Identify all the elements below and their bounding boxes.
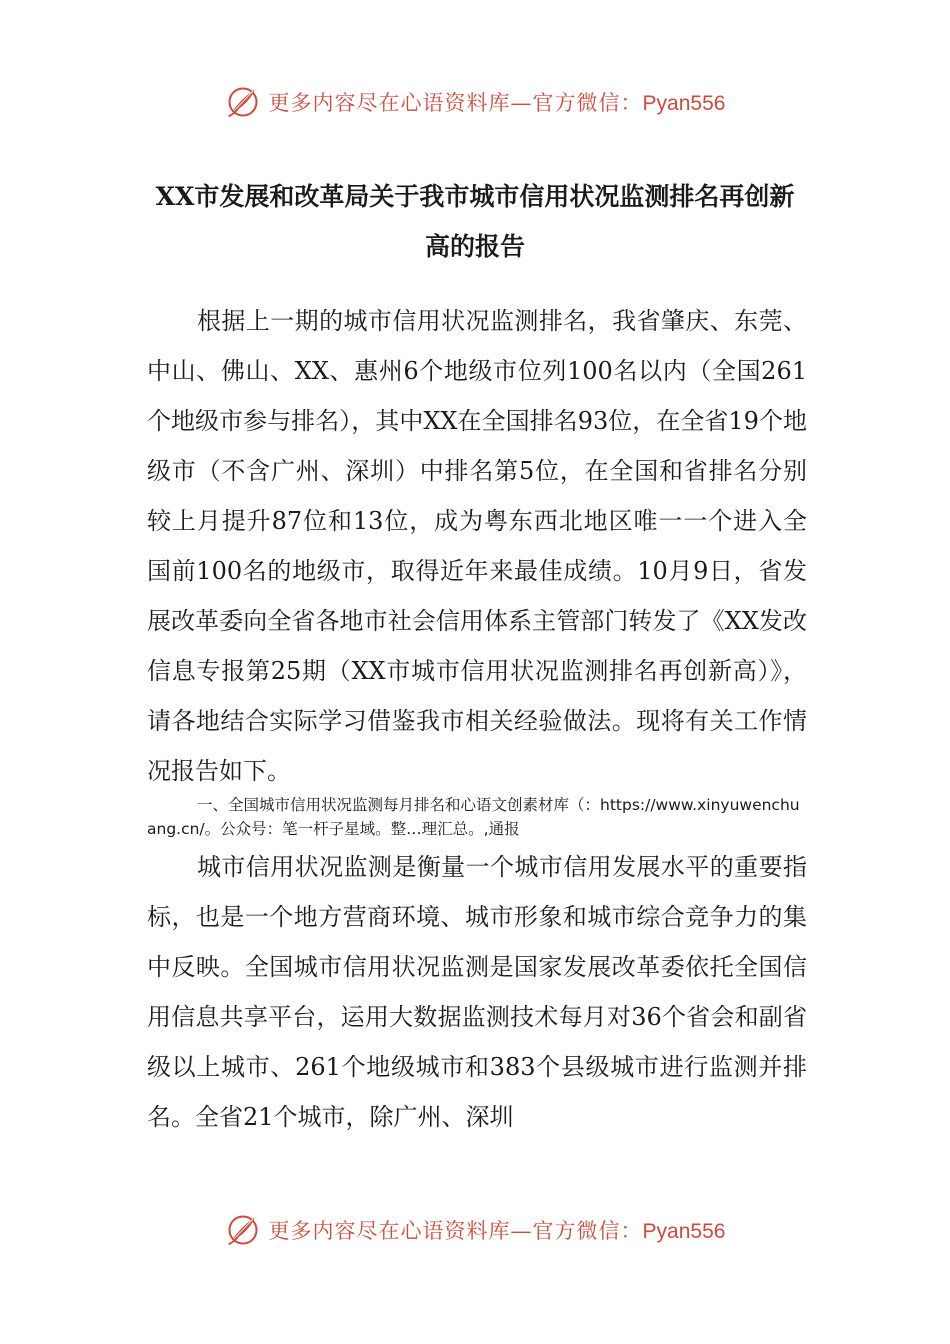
footer-banner-text (269, 1215, 726, 1245)
footer-banner (0, 1210, 950, 1250)
section-heading-1: 一、全国城市信用状况监测每月排名和心语文创素材库（：https://www.xinyuwenchuang.cn/。公众号：笔一杆子星域。整…理汇总。,通报 (147, 796, 800, 838)
quill-pen-logo-icon (225, 84, 261, 120)
header-banner (0, 82, 950, 122)
header-wechat-id: Pyan556 (642, 92, 726, 115)
paragraph-2: 城市信用状况监测是衡量一个城市信用发展水平的重要指标，也是一个地方营商环境、城市形象和城市综合竞争力的集中反映。全国城市信用状况监测是国家发展改革委依托全国信用信息共享平台，运用大数据监测技术每月对36个省会和副省级以上城市、261个地级城市和383个县级城市进行监测并排名。全省21个城市，除广州、深圳 (147, 853, 807, 1131)
document-title: XX市发展和改革局关于我市城市信用状况监测排名再创新高的报告 (155, 182, 795, 261)
quill-pen-logo-icon (225, 1212, 261, 1248)
paragraph-1: 根据上一期的城市信用状况监测排名，我省肇庆、东莞、中山、佛山、XX、惠州6个地级市位列100名以内（全国261个地级市参与排名），其中XX在全国排名93位，在全省19个地级市（不含广州、深圳）中排名第5位，在全国和省排名分别较上月提升87位和13位，成为粤东西北地区唯一一个进入全国前100名的地级市，取得近年来最佳成绩。10月9日，省发展改革委向全省各地市社会信用体系主管部门转发了《XX发改信息专报第25期（XX市城市信用状况监测排名再创新高）》，请各地结合实际学习借鉴我市相关经验做法。现将有关工作情况报告如下。 (147, 307, 807, 785)
footer-banner-label: 更多内容尽在心语资料库—官方微信： (268, 1219, 643, 1243)
footer-wechat-id: Pyan556 (642, 1220, 726, 1243)
header-banner-text (269, 87, 726, 117)
header-banner-label: 更多内容尽在心语资料库—官方微信： (268, 91, 643, 115)
